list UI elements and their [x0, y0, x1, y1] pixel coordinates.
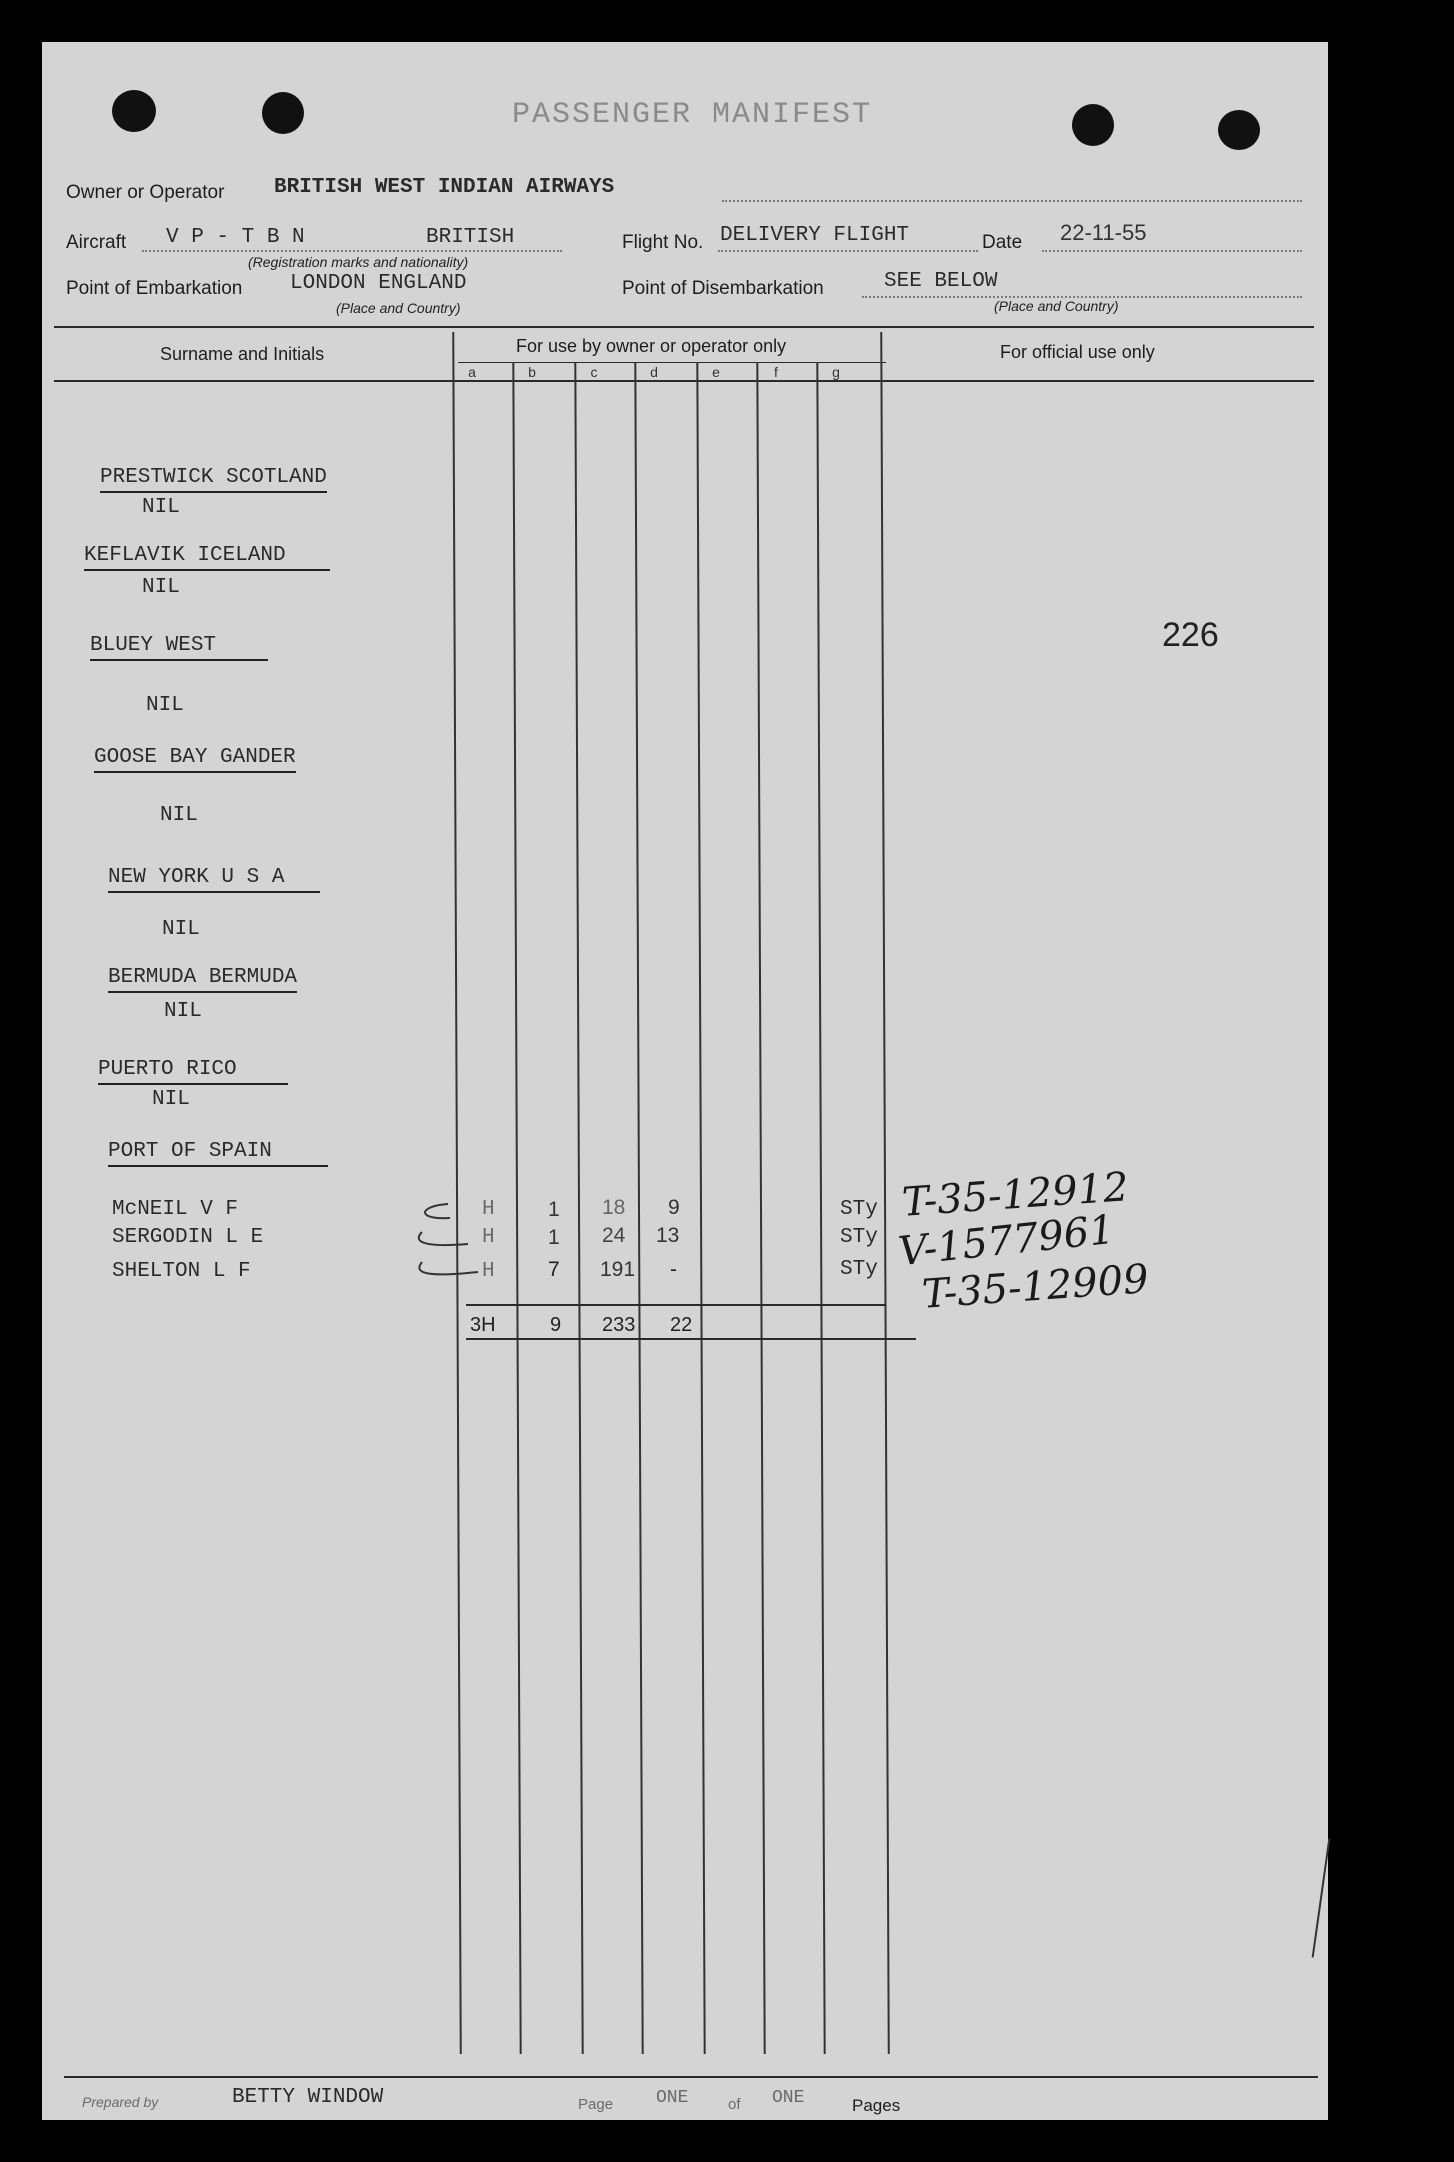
flight-label: Flight No. — [622, 232, 704, 253]
col-header-a: a — [468, 364, 476, 380]
disembarkation-value: SEE BELOW — [884, 270, 998, 293]
punch-hole-2 — [262, 92, 304, 134]
owner-use-subrule — [458, 362, 886, 363]
passenger-2-col-a: H — [482, 1226, 495, 1249]
check-marks — [408, 1192, 518, 1302]
column-rule-7 — [816, 362, 825, 2054]
passenger-name-2: SERGODIN L E — [112, 1226, 264, 1249]
surname-header: Surname and Initials — [160, 344, 325, 364]
passenger-2-col-g: STy — [840, 1226, 878, 1249]
col-header-f: f — [774, 364, 778, 380]
stop-place-5: NEW YORK U S A — [108, 866, 320, 893]
totals-top-rule — [466, 1304, 886, 1306]
pages-label: Pages — [852, 2096, 901, 2115]
passenger-3-col-g: STy — [840, 1258, 878, 1281]
column-rule-3 — [574, 362, 583, 2054]
stop-place-4: GOOSE BAY GANDER — [94, 746, 296, 773]
passenger-name-1: McNEIL V F — [112, 1198, 239, 1221]
total-col-c: 233 — [602, 1314, 636, 1336]
passenger-2-official-note: V-1577961 — [896, 1206, 1117, 1276]
passenger-3-col-c: 191 — [600, 1258, 636, 1281]
prepared-label: Prepared by — [82, 2094, 159, 2110]
column-rule-8 — [880, 332, 890, 2054]
total-col-b: 9 — [550, 1314, 562, 1336]
of-label: of — [728, 2096, 741, 2113]
owner-use-header: For use by owner or operator only — [516, 336, 787, 356]
col-header-b: b — [528, 364, 536, 380]
aircraft-registration: V P - T B N — [166, 226, 305, 249]
column-rule-4 — [634, 362, 643, 2054]
stop-place-6: BERMUDA BERMUDA — [108, 966, 297, 993]
passenger-1-col-a: H — [482, 1198, 495, 1221]
disembarkation-note: (Place and Country) — [994, 298, 1119, 314]
stop-status-7: NIL — [152, 1088, 190, 1111]
passenger-3-official-note: T-35-12909 — [920, 1256, 1151, 1318]
page-value: ONE — [656, 2088, 689, 2108]
date-dotted-line — [1042, 250, 1302, 252]
stop-place-3: BLUEY WEST — [90, 634, 268, 661]
passenger-3-col-a: H — [482, 1260, 495, 1283]
aircraft-label: Aircraft — [66, 232, 127, 253]
passenger-1-col-b: 1 — [548, 1198, 560, 1221]
passenger-name-3: SHELTON L F — [112, 1260, 251, 1283]
stop-status-2: NIL — [142, 576, 180, 599]
pages-value: ONE — [772, 2088, 805, 2108]
owner-dotted-line — [722, 200, 1302, 202]
date-label: Date — [982, 232, 1023, 253]
stop-place-1: PRESTWICK SCOTLAND — [100, 466, 327, 493]
passenger-1-col-d: 9 — [668, 1196, 680, 1219]
passenger-2-col-b: 1 — [548, 1226, 560, 1249]
total-col-d: 22 — [670, 1314, 693, 1336]
header-top-rule — [54, 326, 1314, 328]
embarkation-value: LONDON ENGLAND — [290, 272, 467, 295]
header-bottom-rule — [54, 380, 1314, 382]
passenger-3-col-d: - — [670, 1258, 677, 1281]
passenger-1-official-note: T-35-12912 — [900, 1164, 1131, 1226]
disembarkation-label: Point of Disembarkation — [622, 278, 824, 299]
owner-value: BRITISH WEST INDIAN AIRWAYS — [274, 176, 615, 199]
passenger-3-col-b: 7 — [548, 1258, 560, 1281]
stop-place-7: PUERTO RICO — [98, 1058, 288, 1085]
stop-status-1: NIL — [142, 496, 180, 519]
punch-hole-1 — [112, 90, 156, 132]
col-header-g: g — [832, 364, 840, 380]
edge-mark — [1312, 1838, 1331, 1957]
totals-bottom-rule — [466, 1338, 916, 1340]
owner-label: Owner or Operator — [66, 182, 225, 203]
column-rule-5 — [696, 362, 705, 2054]
aircraft-dotted-line — [142, 250, 562, 252]
column-rule-6 — [756, 362, 765, 2054]
flight-value: DELIVERY FLIGHT — [720, 224, 910, 247]
manifest-sheet — [42, 42, 1328, 2120]
passenger-2-col-c: 24 — [602, 1224, 626, 1247]
flight-dotted-line — [718, 250, 978, 252]
official-number: 226 — [1162, 616, 1219, 654]
stop-status-3: NIL — [146, 694, 184, 717]
page-label: Page — [578, 2096, 614, 2113]
footer-rule — [64, 2076, 1318, 2078]
stop-status-6: NIL — [164, 1000, 202, 1023]
passenger-1-col-c: 18 — [602, 1196, 626, 1219]
punch-hole-3 — [1072, 104, 1114, 146]
col-header-e: e — [712, 364, 720, 380]
prepared-value: BETTY WINDOW — [232, 2086, 384, 2109]
col-header-c: c — [590, 364, 598, 380]
form-title: PASSENGER MANIFEST — [512, 98, 873, 132]
passenger-2-col-d: 13 — [656, 1224, 680, 1247]
stop-status-5: NIL — [162, 918, 200, 941]
embarkation-label: Point of Embarkation — [66, 278, 243, 299]
embarkation-note: (Place and Country) — [336, 300, 461, 316]
passenger-1-col-g: STy — [840, 1198, 878, 1221]
official-use-header: For official use only — [1000, 342, 1155, 362]
punch-hole-4 — [1218, 110, 1260, 150]
stop-status-4: NIL — [160, 804, 198, 827]
stop-place-2: KEFLAVIK ICELAND — [84, 544, 330, 571]
total-col-a: 3H — [470, 1314, 496, 1336]
stop-place-8: PORT OF SPAIN — [108, 1140, 328, 1167]
date-value: 22-11-55 — [1060, 220, 1147, 245]
registration-note: (Registration marks and nationality) — [248, 254, 469, 270]
aircraft-nationality: BRITISH — [426, 226, 515, 249]
col-header-d: d — [650, 364, 658, 380]
